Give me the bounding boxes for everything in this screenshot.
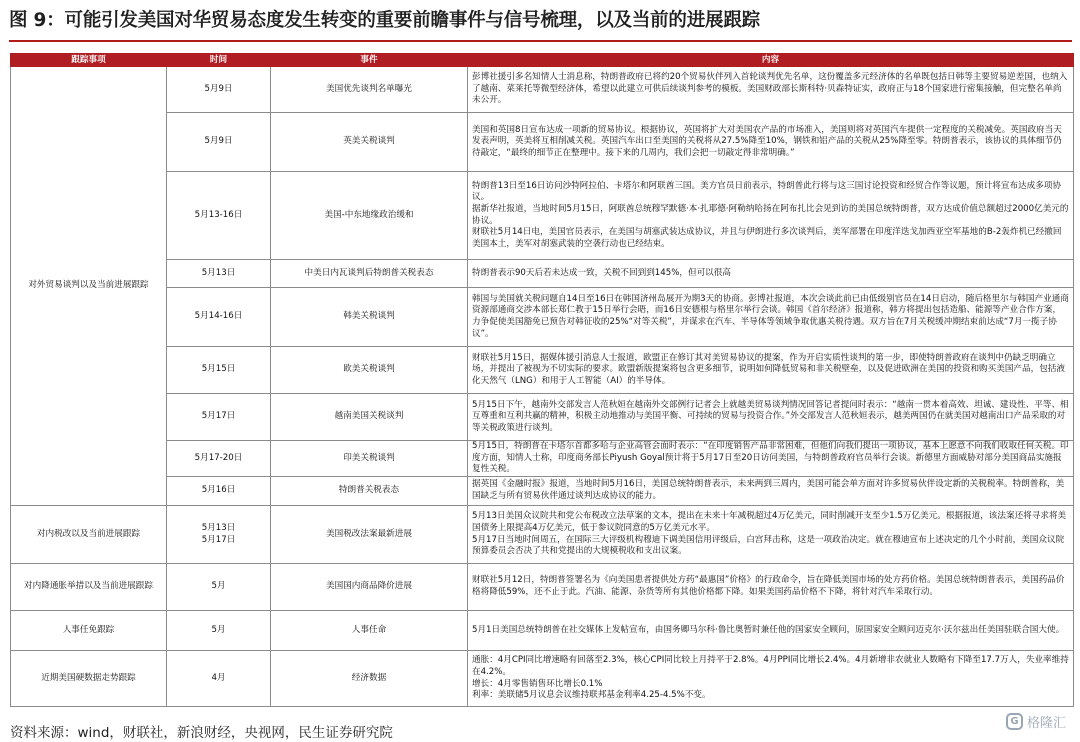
- row-event: 越南美国关税谈判: [271, 394, 468, 441]
- table-header-row: [11, 54, 1074, 67]
- watermark-text: 格隆汇: [1026, 716, 1066, 731]
- tracking-table: [10, 53, 1074, 707]
- header-tracking-item: 跟踪事项: [11, 54, 167, 67]
- figure-title: 图 9：可能引发美国对华贸易态度发生转变的重要前瞻事件与信号梳理，以及当前的进展跟踪: [9, 10, 760, 31]
- row-time: 5月: [167, 611, 271, 651]
- group-cell-hard-data: 近期美国硬数据走势跟踪: [11, 651, 167, 707]
- row-content: 财联社5月12日，特朗普签署名为《向美国患者提供处方药“最惠国”价格》的行政命令，旨在降低美国市场的处方药价格。美国总统特朗普表示，美国药品价格将降低59%，还不止于此。汽油、能源、杂货等所有其他价格都下降。如果美国药品价格不下降，将针对汽车采取行动。: [468, 564, 1074, 611]
- row-event: 印美关税谈判: [271, 441, 468, 477]
- watermark-logo: [1006, 712, 1066, 731]
- row-time: 5月13-16日: [167, 172, 271, 260]
- table-row: [11, 564, 1074, 611]
- row-content: 5月15日，特朗普在卡塔尔首都多哈与企业高管会面时表示：“在印度销售产品非常困难，但他们向我们提出一项协议，基本上愿意不向我们收取任何关税。印度方面，知情人士称，印度商务部长Piyush Goyal预计将于5月17日至20日访问美国，与特朗普政府官员举行会谈。新德里方面威胁对部分美国商品实施报复性关税。: [468, 441, 1074, 477]
- row-time: 5月17-20日: [167, 441, 271, 477]
- watermark-g-icon: G: [1006, 713, 1023, 730]
- row-event: 特朗普关税表态: [271, 477, 468, 506]
- row-content: 5月1日美国总统特朗普在社交媒体上发帖宣布，由国务卿马尔科·鲁比奥暂时兼任他的国家安全顾问，原国家安全顾问迈克尔·沃尔兹出任美国驻联合国大使。: [468, 611, 1074, 651]
- row-time: 4月: [167, 651, 271, 707]
- row-event: 英美关税谈判: [271, 113, 468, 172]
- row-time: 5月13日: [167, 260, 271, 288]
- group-cell-tax-reform: 对内税改以及当前进展跟踪: [11, 506, 167, 564]
- row-content: 特朗普13日至16日访问沙特阿拉伯、卡塔尔和阿联酋三国。美方官员日前表示，特朗普此行将与这三国讨论投资和经贸合作等议题，预计将宣布达成多项协议。 据新华社报道，当地时间5月15日，阿联酋总统穆罕默德·本·扎耶德·阿勒纳哈扬在阿布扎比会见到访的美国总统特朗普，双方达成价值总额超过2000亿美元的协议。 财联社5月14日电，美国官员表示，在美国与胡塞武装达成协议，并且与伊朗进行多次谈判后，美军部署在印度洋迭戈加西亚空军基地的B-2轰炸机已经撤回美国本土，美军对胡塞武装的空袭行动也已经结束。: [468, 172, 1074, 260]
- header-content: 内容: [468, 54, 1074, 67]
- row-content: 美国和英国8日宣布达成一项新的贸易协议。根据协议，英国将扩大对美国农产品的市场准入，美国则将对英国汽车提供一定程度的关税减免。英国政府当天发表声明，英美将互相削减关税。英国汽车出口至美国的关税将从27.5%降至10%，钢铁和铝产品的关税从25%降至零。特朗普表示，该协议的具体细节仍待敲定，“最终的细节正在整理中。接下来的几周内，我们会把一切敲定得非常明确。”: [468, 113, 1074, 172]
- table-row: [11, 506, 1074, 564]
- table-row: [11, 172, 1074, 260]
- row-event: 美国优先谈判名单曝光: [271, 67, 468, 113]
- row-event: 韩美关税谈判: [271, 288, 468, 347]
- row-content: 5月15日下午，越南外交部发言人范秋姮在越南外交部例行记者会上就越美贸易谈判情况回答记者提问时表示：“越南一贯本着高效、坦诚、建设性、平等、相互尊重和互利共赢的精神，积极主动地推动与美国平衡、可持续的贸易与投资合作。”外交部发言人范秋姮表示，越美两国仍在就美国对越南出口产品采取的对等关税政策进行谈判。: [468, 394, 1074, 441]
- group-cell-trade-talks: 对外贸易谈判以及当前进展跟踪: [11, 67, 167, 506]
- row-time: 5月9日: [167, 113, 271, 172]
- table-row: [11, 394, 1074, 441]
- table-row: [11, 477, 1074, 506]
- row-event: 美国税改法案最新进展: [271, 506, 468, 564]
- row-time: 5月9日: [167, 67, 271, 113]
- table-row: [11, 113, 1074, 172]
- group-cell-personnel: 人事任免跟踪: [11, 611, 167, 651]
- row-content: 特朗普表示90天后若未达成一致，关税不回到到145%，但可以很高: [468, 260, 1074, 288]
- row-event: 人事任命: [271, 611, 468, 651]
- row-time: 5月17日: [167, 394, 271, 441]
- table-row: [11, 441, 1074, 477]
- row-event: 中美日内瓦谈判后特朗普关税表态: [271, 260, 468, 288]
- header-event: 事件: [271, 54, 468, 67]
- source-note: 资料来源：wind，财联社，新浪财经，央视网，民生证券研究院: [10, 725, 393, 741]
- table-row: [11, 611, 1074, 651]
- row-time: 5月: [167, 564, 271, 611]
- table-row: [11, 260, 1074, 288]
- table-row: [11, 67, 1074, 113]
- row-time: 5月16日: [167, 477, 271, 506]
- row-event: 美国国内商品降价进展: [271, 564, 468, 611]
- row-event: 经济数据: [271, 651, 468, 707]
- row-time: 5月15日: [167, 347, 271, 394]
- row-content: 据英国《金融时报》报道，当地时间5月16日，美国总统特朗普表示，未来两到三周内，美国可能会单方面对许多贸易伙伴设定新的关税税率。特朗普称，美国缺乏与所有贸易伙伴通过谈判达成协议的能力。: [468, 477, 1074, 506]
- table-row: [11, 347, 1074, 394]
- table-row: [11, 651, 1074, 707]
- row-event: 欧美关税谈判: [271, 347, 468, 394]
- row-content: 通胀：4月CPI同比增速略有回落至2.3%，核心CPI同比较上月持平于2.8%。4月PPI同比增长2.4%。4月新增非农就业人数略有下降至17.7万人，失业率维持在4.2%。 增长：4月零售销售环比增长0.1% 利率：美联储5月议息会议维持联邦基金利率4.25-4.5%不变。: [468, 651, 1074, 707]
- row-event: 美国-中东地缘政治缓和: [271, 172, 468, 260]
- row-content: 5月13日美国众议院共和党公布税改立法草案的文本，提出在未来十年减税超过4万亿美元，同时削减开支至少1.5万亿美元。根据报道，该法案还将寻求将美国债务上限提高4万亿美元，低于参议院同意的5万亿美元水平。 5月17日当地时间周五，在国际三大评级机构穆迪下调美国信用评级后，白宫拜击称，这是一项政治决定。就在穆迪宣布上述决定的几个小时前，美国众议院预算委员会否决了共和党提出的大规模税收和支出议案。: [468, 506, 1074, 564]
- group-cell-inflation: 对内降通胀举措以及当前进展跟踪: [11, 564, 167, 611]
- row-content: 彭博社援引多名知情人士消息称，特朗普政府已将约20个贸易伙伴列入首轮谈判优先名单，这份覆盖多元经济体的名单既包括日韩等主要贸易逆差国，也纳入了越南、菜莱托等微型经济体，希望以此建立可供后续谈判参考的模板。美国财政部长斯科特·贝森特证实，政府正与18个国家进行密集接触，但完整名单尚未公开。: [468, 67, 1074, 113]
- header-time: 时间: [167, 54, 271, 67]
- row-content: 财联社5月15日，据媒体援引消息人士报道，欧盟正在修订其对美贸易协议的提案，作为开启实质性谈判的第一步，即使特朗普政府在谈判中仍缺乏明确立场，并提出了被视为不切实际的要求。欧盟新版提案将包含更多细节，说明如何降低贸易和非关税壁垒，以及促进欧洲在美国的投资和购买美国产品，包括液化天然气（LNG）和用于人工智能（AI）的半导体。: [468, 347, 1074, 394]
- row-time: 5月13日 5月17日: [167, 506, 271, 564]
- title-divider: [9, 40, 1072, 42]
- table-row: [11, 288, 1074, 347]
- row-time: 5月14-16日: [167, 288, 271, 347]
- row-content: 韩国与美国就关税问题自14日至16日在韩国济州岛展开为期3天的协商。彭博社报道，本次会谈此前已由低级别官员在14日启动，随后格里尔与韩国产业通商资源部通商交涉本部长郑仁教于15日举行会晤，而16日安德根与格里尔举行会谈。韩国《首尔经济》报道称，韩方将提出包括造船、能源等产业合作方案，力争促使美国豁免已预告对韩征收的25%“对等关税”，并谋求在汽车、半导体等领域争取优惠关税待遇。双方旨在7月关税缓冲期结束前达成“7月一揽子协议”。: [468, 288, 1074, 347]
